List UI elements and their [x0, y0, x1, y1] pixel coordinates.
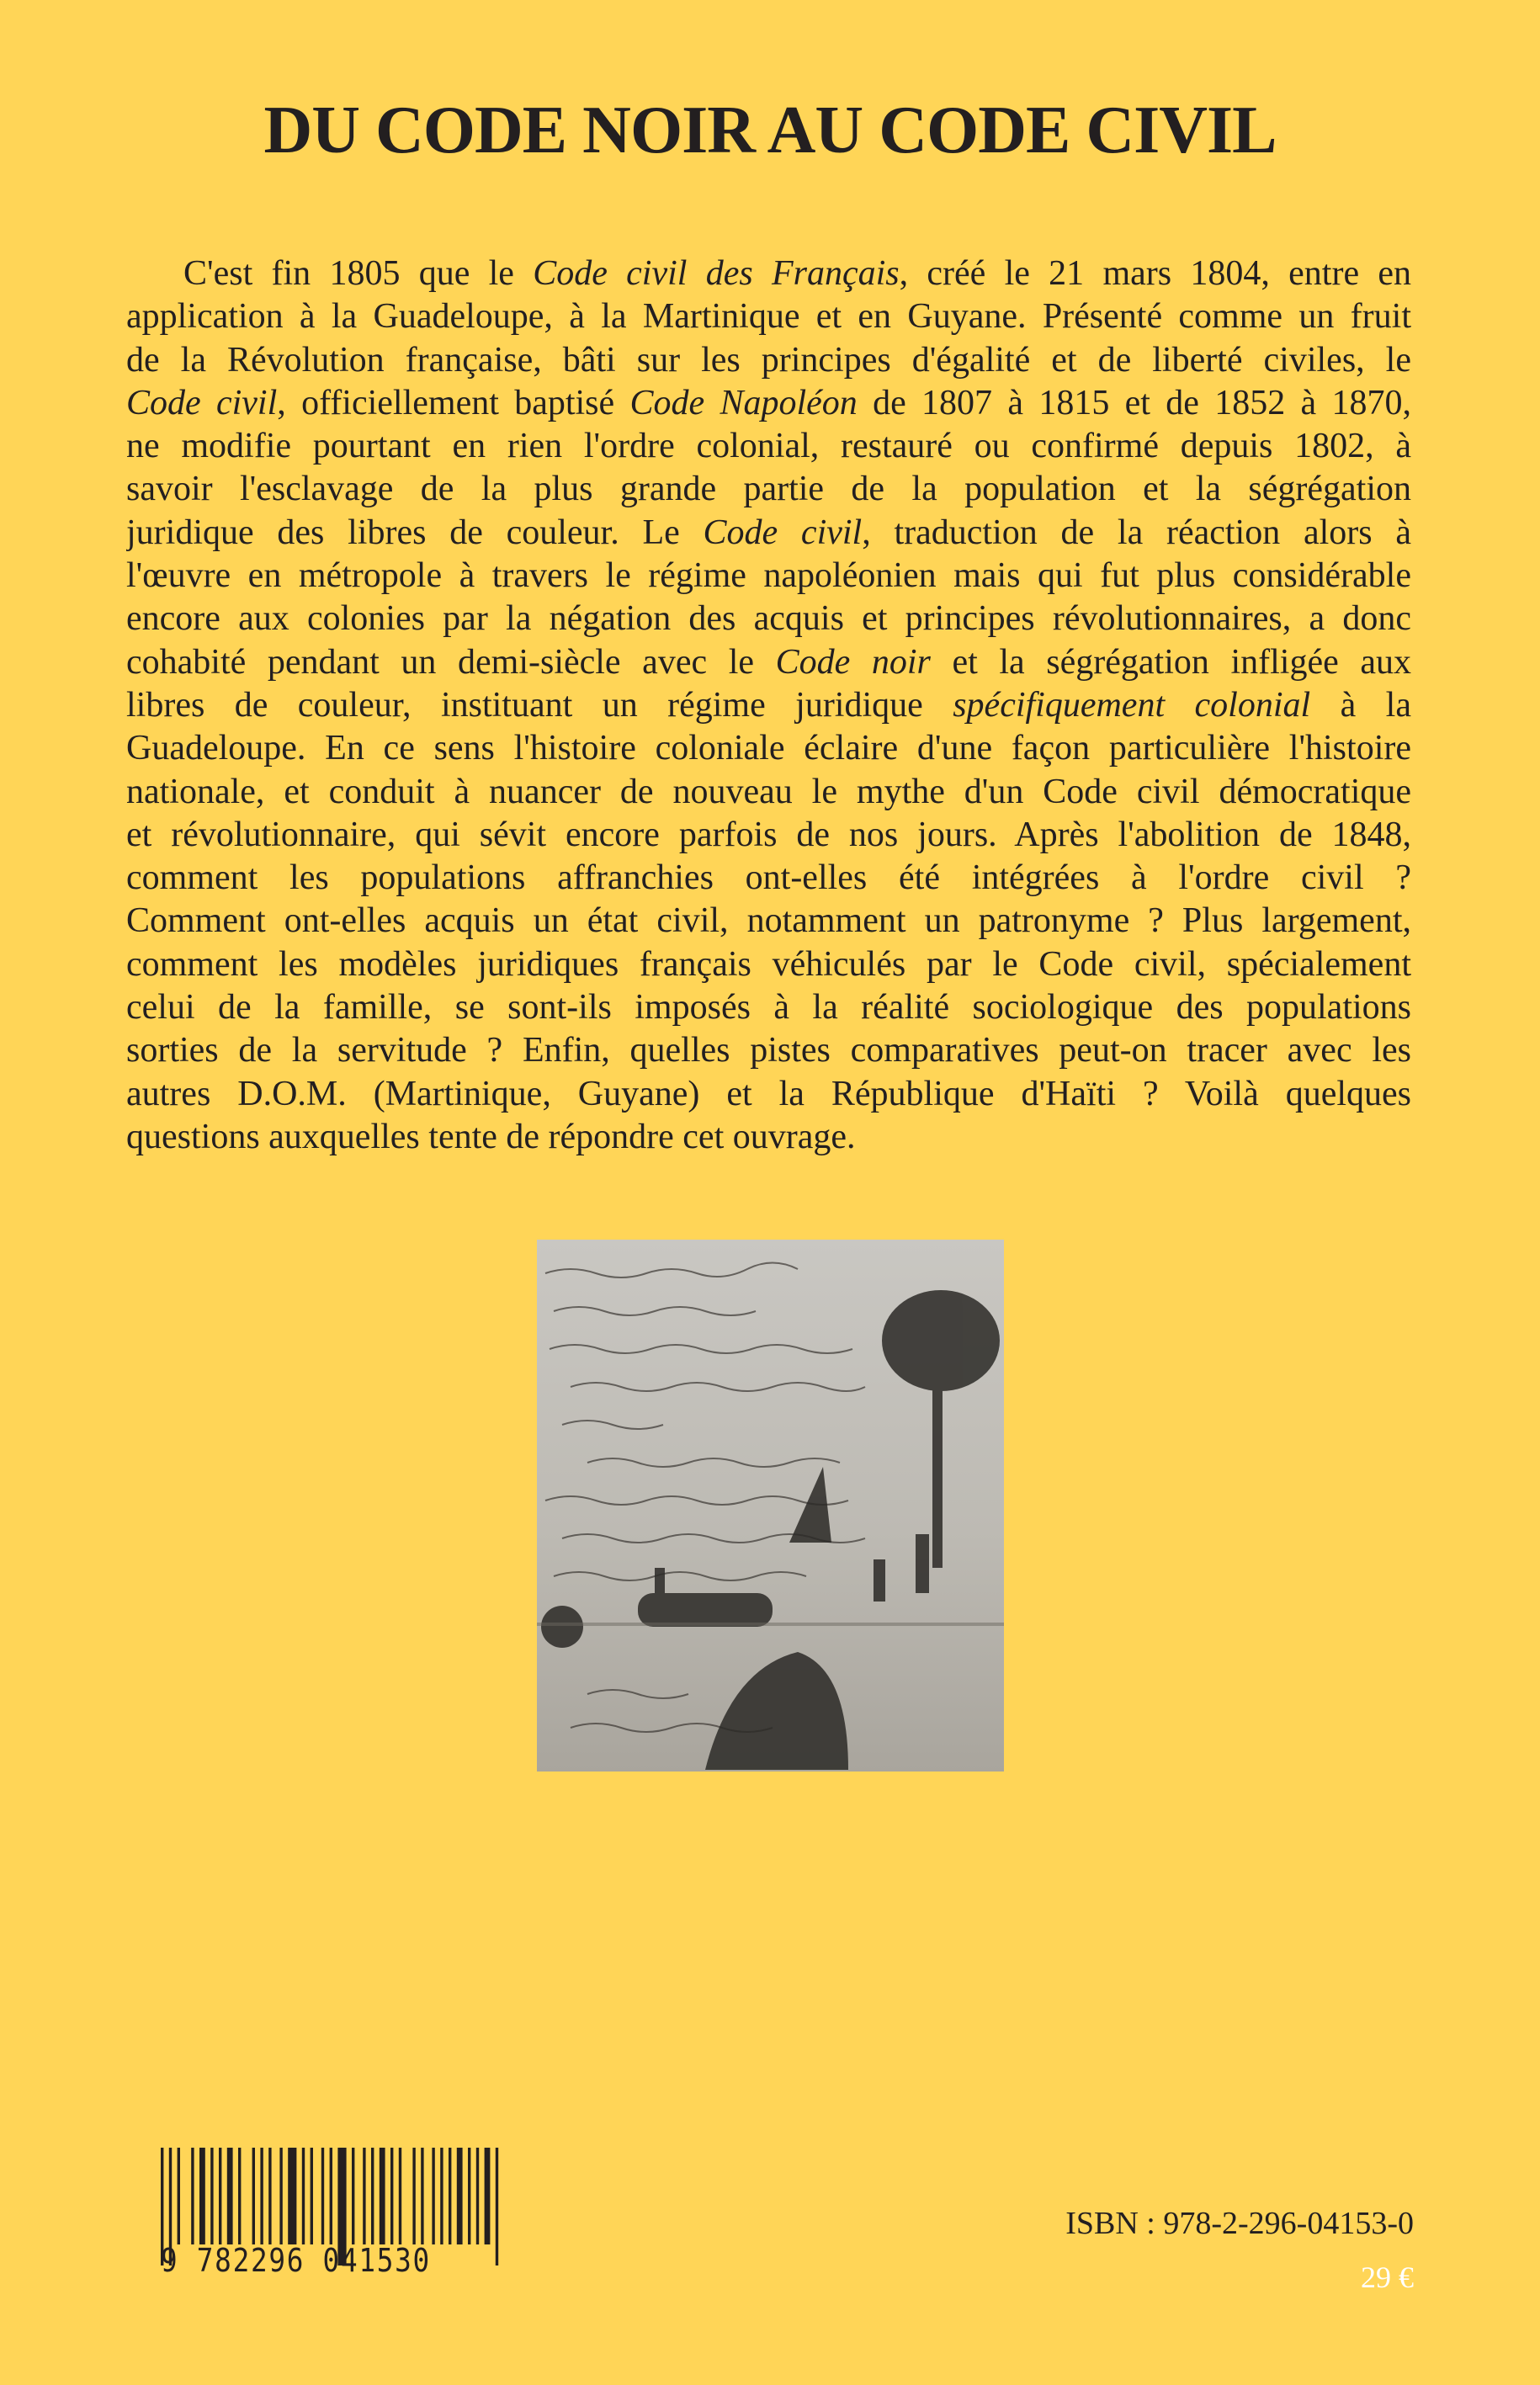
barcode-bar — [302, 2148, 305, 2244]
barcode-bar — [412, 2148, 415, 2244]
barcode-bar — [440, 2148, 443, 2244]
barcode-bar — [219, 2148, 221, 2244]
barcode — [161, 2148, 506, 2279]
blurb-line — [126, 771, 1411, 814]
italic-title-text: Code noir — [775, 642, 931, 682]
barcode-bar — [457, 2148, 463, 2244]
blurb-line — [126, 339, 1411, 382]
blurb-line — [126, 598, 1411, 640]
back-cover-blurb — [126, 252, 1411, 1159]
barcode-bar — [449, 2148, 451, 2244]
blurb-text: ne modifie pourtant en rien l'ordre colonial, restauré ou confirmé depuis 1802, à — [126, 427, 1411, 466]
barcode-bar — [371, 2148, 374, 2244]
blurb-line — [126, 641, 1411, 684]
barcode-bar — [421, 2148, 423, 2244]
blurb-text: de la Révolution française, bâti sur les principes d'égalité et de liberté civiles, le — [126, 340, 1411, 380]
barcode-bar — [288, 2148, 296, 2244]
blurb-line — [126, 814, 1411, 857]
blurb-text: comment les modèles juridiques français véhiculés par le Code civil, spécialement — [126, 944, 1411, 984]
italic-title-text: Code civil des Français — [533, 254, 900, 293]
engraving-image — [537, 1240, 1004, 1771]
blurb-line — [126, 295, 1411, 338]
barcode-bar — [210, 2148, 213, 2244]
barcode-bar — [321, 2148, 324, 2244]
blurb-text: Guadeloupe. En ce sens l'histoire coloniale éclaire d'une façon particulière l'histoire — [126, 729, 1411, 768]
italic-title-text: Code civil — [703, 513, 863, 552]
blurb-text: et la ségrégation infligée aux — [930, 642, 1411, 682]
blurb-text: C'est fin 1805 que le — [183, 254, 534, 293]
blurb-line — [126, 252, 1411, 295]
blurb-text: encore aux colonies par la négation des acquis et principes révolutionnaires, a donc — [126, 599, 1411, 639]
barcode-bar — [432, 2148, 434, 2244]
blurb-text: à la — [1310, 685, 1411, 725]
engraving-illustration — [537, 1240, 1004, 1771]
barcode-bar — [252, 2148, 255, 2244]
blurb-text: de 1807 à 1815 et de 1852 à 1870, — [857, 383, 1411, 422]
barcode-bar — [496, 2148, 498, 2265]
barcode-bar — [399, 2148, 401, 2244]
italic-title-text: Code Napoléon — [629, 383, 858, 422]
blurb-text: l'œuvre en métropole à travers le régime napoléonien mais qui fut plus considérable — [126, 556, 1411, 596]
blurb-line — [126, 382, 1411, 425]
book-title: DU CODE NOIR AU CODE CIVIL — [263, 93, 1277, 167]
barcode-bar — [380, 2148, 385, 2244]
barcode-bar — [199, 2148, 205, 2244]
blurb-text: questions auxquelles tente de répondre cet ouvrage. — [126, 1117, 856, 1156]
blurb-text: Comment ont-elles acquis un état civil, notamment un patronyme ? Plus largement, — [126, 901, 1411, 941]
blurb-text: savoir l'esclavage de la plus grande partie de la population et la ségrégation — [126, 470, 1411, 509]
blurb-text: autres D.O.M. (Martinique, Guyane) et la République d'Haïti ? Voilà quelques — [126, 1074, 1411, 1113]
barcode-bar — [485, 2148, 491, 2244]
blurb-line — [126, 727, 1411, 770]
blurb-text: comment les populations affranchies ont-elles été intégrées à l'ordre civil ? — [126, 858, 1411, 898]
blurb-line — [126, 468, 1411, 511]
blurb-line — [126, 512, 1411, 555]
blurb-text: libres de couleur, instituant un régime juridique — [126, 685, 953, 725]
blurb-line — [126, 857, 1411, 900]
barcode-bar — [468, 2148, 470, 2244]
barcode-bar — [227, 2148, 233, 2244]
blurb-text: application à la Guadeloupe, à la Martinique et en Guyane. Présenté comme un fruit — [126, 297, 1411, 337]
blurb-line — [126, 425, 1411, 468]
barcode-bar — [476, 2148, 479, 2244]
barcode-bar — [390, 2148, 393, 2244]
blurb-text: cohabité pendant un demi-siècle avec le — [126, 642, 776, 682]
barcode-bar — [260, 2148, 263, 2244]
barcode-bar — [238, 2148, 241, 2244]
italic-title-text: spécifiquement colonial — [953, 685, 1311, 725]
isbn-label: ISBN : 978-2-296-04153-0 — [1065, 2206, 1414, 2241]
barcode-bar — [363, 2148, 365, 2244]
blurb-line — [126, 555, 1411, 598]
barcode-bar — [330, 2148, 332, 2244]
barcode-bar — [352, 2148, 354, 2244]
blurb-line — [126, 1073, 1411, 1116]
blurb-line — [126, 1116, 1411, 1159]
blurb-line — [126, 684, 1411, 727]
blurb-text: juridique des libres de couleur. Le — [126, 513, 704, 552]
blurb-text: , officiellement baptisé — [277, 383, 630, 422]
blurb-text: , créé le 21 mars 1804, entre en — [899, 254, 1411, 293]
blurb-text: celui de la famille, se sont-ils imposés à la réalité sociologique des populations — [126, 988, 1411, 1028]
barcode-bar — [268, 2148, 271, 2244]
barcode-bar — [279, 2148, 282, 2244]
barcode-bar — [178, 2148, 180, 2244]
blurb-line — [126, 986, 1411, 1029]
barcode-digits: 9 782296 041530 — [161, 2242, 431, 2279]
blurb-line — [126, 943, 1411, 986]
blurb-line — [126, 900, 1411, 943]
italic-title-text: Code civil — [126, 383, 278, 422]
blurb-text: et révolutionnaire, qui sévit encore parfois de nos jours. Après l'abolition de 1848, — [126, 815, 1411, 854]
barcode-bar — [191, 2148, 194, 2244]
blurb-line — [126, 1029, 1411, 1072]
barcode-bar — [311, 2148, 313, 2244]
blurb-text: nationale, et conduit à nuancer de nouveau le mythe d'un Code civil démocratique — [126, 772, 1411, 811]
blurb-text: , traduction de la réaction alors à — [862, 513, 1411, 552]
price-label: 29 € — [1361, 2260, 1414, 2294]
blurb-text: sorties de la servitude ? Enfin, quelles pistes comparatives peut-on tracer avec les — [126, 1031, 1411, 1070]
